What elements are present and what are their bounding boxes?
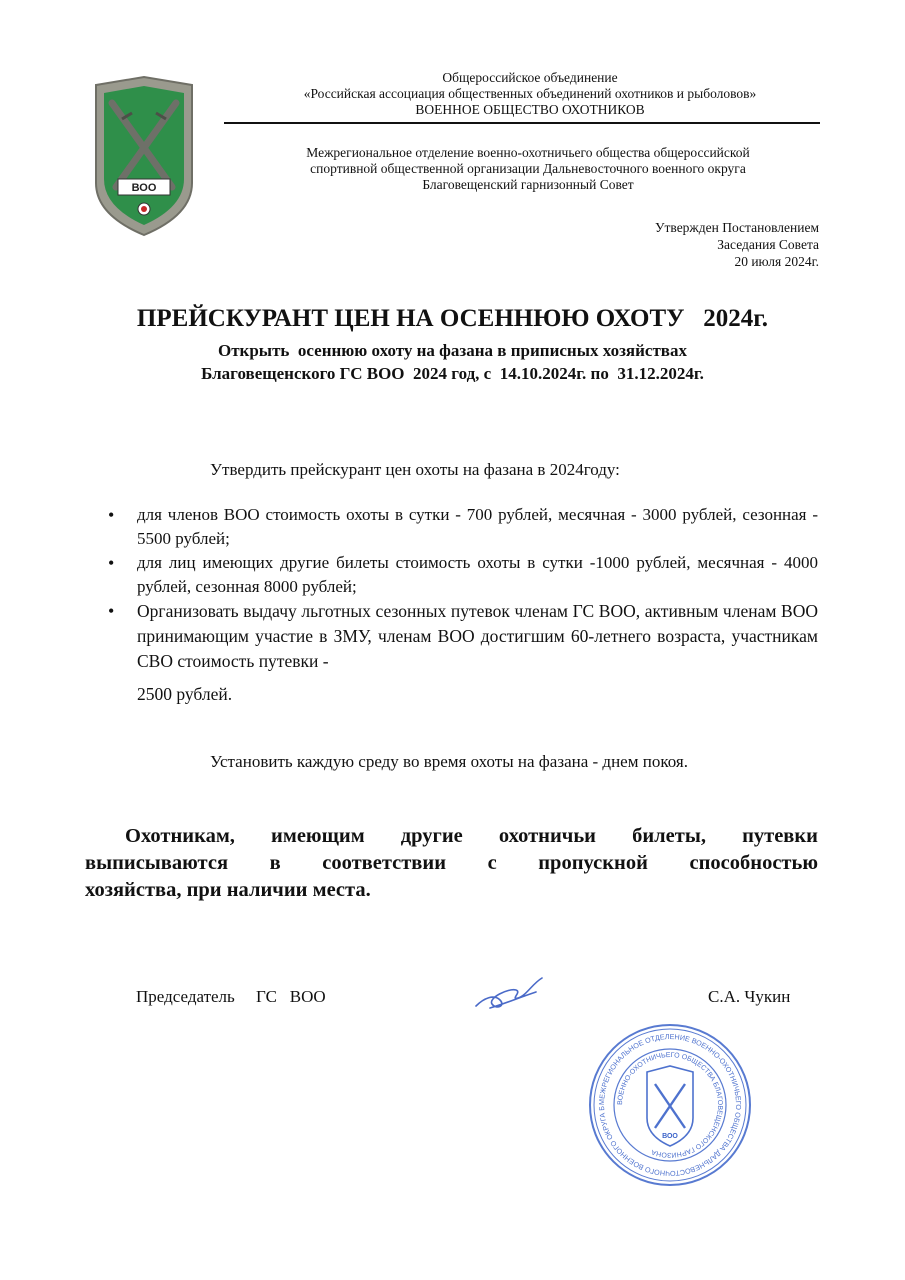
- org-line-3: ВОЕННОЕ ОБЩЕСТВО ОХОТНИКОВ: [415, 102, 645, 117]
- official-stamp: [585, 1020, 755, 1190]
- svg-text:ВОЕННО-ОХОТНИЧЬЕГО ОБЩЕСТВА БЛ: ВОЕННО-ОХОТНИЧЬЕГО ОБЩЕСТВА БЛАГОВЕЩЕНСКОГО ГАРНИЗОНА: [616, 1051, 724, 1159]
- approval-note: [655, 219, 819, 270]
- closing-line-2: выписываются в соответствии с пропускной способностью: [85, 852, 818, 874]
- list-item: [100, 503, 818, 551]
- list-item: [100, 599, 818, 707]
- document-title: ПРЕЙСКУРАНТ ЦЕН НА ОСЕННЮЮ ОХОТУ 2024г.: [136, 305, 769, 332]
- bullet-icon: •: [108, 553, 115, 573]
- svg-text:МЕЖРЕГИОНАЛЬНОЕ ОТДЕЛЕНИЕ ВОЕН: МЕЖРЕГИОНАЛЬНОЕ ОТДЕЛЕНИЕ ВОЕННО-ОХОТНИЧЬЕГО ОБЩЕСТВА ДАЛЬНЕВОСТОЧНОГО ВОЕННОГО ОКРУГА Б: [596, 1031, 744, 1179]
- svg-text:ВОО: ВОО: [662, 1133, 678, 1140]
- emblem-label: ВОО: [131, 182, 157, 194]
- subtitle-line-1: Открыть осеннюю охоту на фазана в приписных хозяйствах: [217, 341, 687, 360]
- list-item-tail: 2500 рублей.: [137, 684, 233, 704]
- dept-line-1: Межрегиональное отделение военно-охотничьего общества общероссийской: [306, 145, 750, 160]
- rest-day-note: Установить каждую среду во время охоты на фазана - днем покоя.: [210, 752, 688, 771]
- emblem-logo: [92, 75, 196, 237]
- signatory-name: С.А. Чукин: [708, 987, 791, 1006]
- approval-line-3: 20 июля 2024г.: [734, 254, 819, 269]
- bullet-icon: •: [108, 601, 115, 621]
- org-line-2: «Российская ассоциация общественных объединений охотников и рыболовов»: [303, 86, 757, 101]
- signature-position: Председатель ГС ВОО: [136, 987, 326, 1006]
- dept-header: [228, 145, 828, 193]
- approval-line-1: Утвержден Постановлением: [654, 220, 819, 235]
- closing-line-3: хозяйства, при наличии места.: [85, 879, 371, 901]
- list-item-text: для лиц имеющих другие билеты стоимость охоты в сутки -1000 рублей, месячная - 4000 рублей, сезонная 8000 рублей;: [137, 553, 818, 596]
- list-item-text: Организовать выдачу льготных сезонных путевок членам ГС ВОО, активным членам ВОО принимающим участие в ЗМУ, членам ВОО достигшим 60-летнего возраста, участникам СВО стоимость путевки -: [137, 601, 818, 671]
- price-list: [100, 503, 818, 707]
- dept-line-3: Благовещенский гарнизонный Совет: [422, 177, 634, 192]
- subtitle-line-2: Благовещенского ГС ВОО 2024 год, с 14.10.2024г. по 31.12.2024г.: [201, 364, 704, 383]
- list-item-text: для членов ВОО стоимость охоты в сутки - 700 рублей, месячная - 3000 рублей, сезонная - 5500 рублей;: [137, 505, 818, 548]
- closing-line-1: Охотникам, имеющим другие охотничьи билеты, путевки: [125, 825, 818, 847]
- org-header: [230, 70, 830, 118]
- header-divider: [224, 122, 820, 124]
- dept-line-2: спортивной общественной организации Дальневосточного военного округа: [310, 161, 746, 176]
- org-line-1: Общероссийское объединение: [442, 70, 618, 85]
- closing-paragraph: [85, 823, 818, 904]
- bullet-icon: •: [108, 505, 115, 525]
- lead-sentence: Утвердить прейскурант цен охоты на фазана в 2024году:: [210, 460, 620, 479]
- list-item: [100, 551, 818, 599]
- approval-line-2: Заседания Совета: [717, 237, 819, 252]
- handwritten-signature: [470, 970, 550, 1015]
